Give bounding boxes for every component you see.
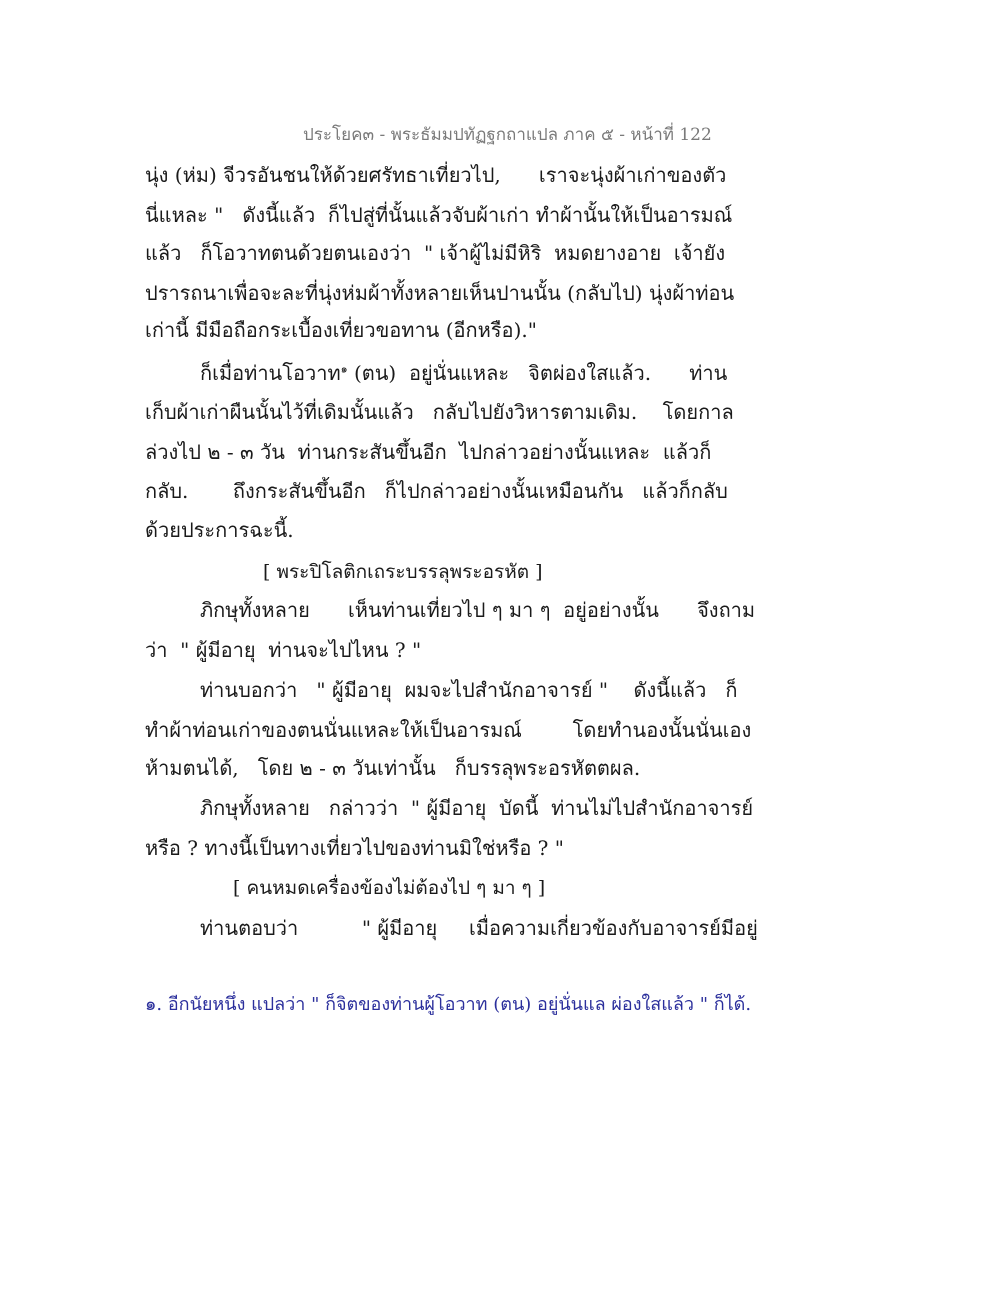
body-line: หรือ ? ทางนี้เป็นทางเที่ยวไปของท่านมิใช่หรือ ? " xyxy=(145,836,564,860)
section-heading: [ พระปิโลติกเถระบรรลุพระอรหัต ] xyxy=(263,561,543,583)
footnote-marker: ๑ xyxy=(340,362,348,376)
body-line: ภิกษุทั้งหลาย เห็นท่านเที่ยวไป ๆ มา ๆ อยู่อย่างนั้น จึงถาม xyxy=(200,598,756,622)
body-line: เก็บผ้าเก่าผืนนั้นไว้ที่เดิมนั้นแล้ว กลับไปยังวิหารตามเดิม. โดยกาล xyxy=(145,400,734,424)
body-line-with-note xyxy=(200,359,727,387)
body-line: ท่านบอกว่า " ผู้มีอายุ ผมจะไปสำนักอาจารย์ " ดังนี้แล้ว ก็ xyxy=(200,678,738,702)
body-line: ว่า " ผู้มีอายุ ท่านจะไปไหน ? " xyxy=(145,638,422,662)
body-line: ปรารถนาเพื่อจะละที่นุ่งห่มผ้าทั้งหลายเห็นปานนั้น (กลับไป) นุ่งผ้าท่อน xyxy=(145,281,735,305)
body-line: นุ่ง (ห่ม) จีวรอันชนให้ด้วยศรัทธาเที่ยวไป, เราจะนุ่งผ้าเก่าของตัว xyxy=(145,163,727,187)
section-heading: [ คนหมดเครื่องข้องไม่ต้องไป ๆ มา ๆ ] xyxy=(233,877,546,899)
body-line: นี่แหละ " ดังนี้แล้ว ก็ไปสู่ที่นั้นแล้วจับผ้าเก่า ทำผ้านั้นให้เป็นอารมณ์ xyxy=(145,203,733,227)
body-line: แล้ว ก็โอวาทตนด้วยตนเองว่า " เจ้าผู้ไม่มีหิริ หมดยางอาย เจ้ายัง xyxy=(145,241,726,265)
body-line: เก่านี้ มีมือถือกระเบื้องเที่ยวขอทาน (อีกหรือ)." xyxy=(145,318,537,342)
body-line: ล่วงไป ๒ - ๓ วัน ท่านกระสันขึ้นอีก ไปกล่าวอย่างนั้นแหละ แล้วก็ xyxy=(145,440,712,464)
body-line: กลับ. ถึงกระสันขึ้นอีก ก็ไปกล่าวอย่างนั้นเหมือนกัน แล้วก็กลับ xyxy=(145,479,728,503)
footnote: ๑. อีกนัยหนึ่ง แปลว่า " ก็จิตของท่านผู้โอวาท (ตน) อยู่นั่นแล ผ่องใสแล้ว " ก็ได้. xyxy=(145,994,752,1015)
body-line: ห้ามตนได้, โดย ๒ - ๓ วันเท่านั้น ก็บรรลุพระอรหัตตผล. xyxy=(145,756,641,780)
body-line: ท่านตอบว่า " ผู้มีอายุ เมื่อความเกี่ยวข้องกับอาจารย์มีอยู่ xyxy=(200,916,758,940)
body-line: ด้วยประการฉะนี้. xyxy=(145,518,294,542)
body-line: ภิกษุทั้งหลาย กล่าวว่า " ผู้มีอายุ บัดนี้ ท่านไม่ไปสำนักอาจารย์ xyxy=(200,796,754,820)
noted-line-after: (ตน) อยู่นั่นแหละ จิตผ่องใสแล้ว. ท่าน xyxy=(347,361,728,385)
body-line: ทำผ้าท่อนเก่าของตนนั่นแหละให้เป็นอารมณ์ โดยทำนองนั้นนั่นเอง xyxy=(145,718,752,742)
running-header: ประโยค๓ - พระธัมมปทัฏฐกถาแปล ภาค ๕ - หน้าที่ 122 xyxy=(303,125,712,145)
noted-line-before: ก็เมื่อท่านโอวาท xyxy=(200,361,341,385)
